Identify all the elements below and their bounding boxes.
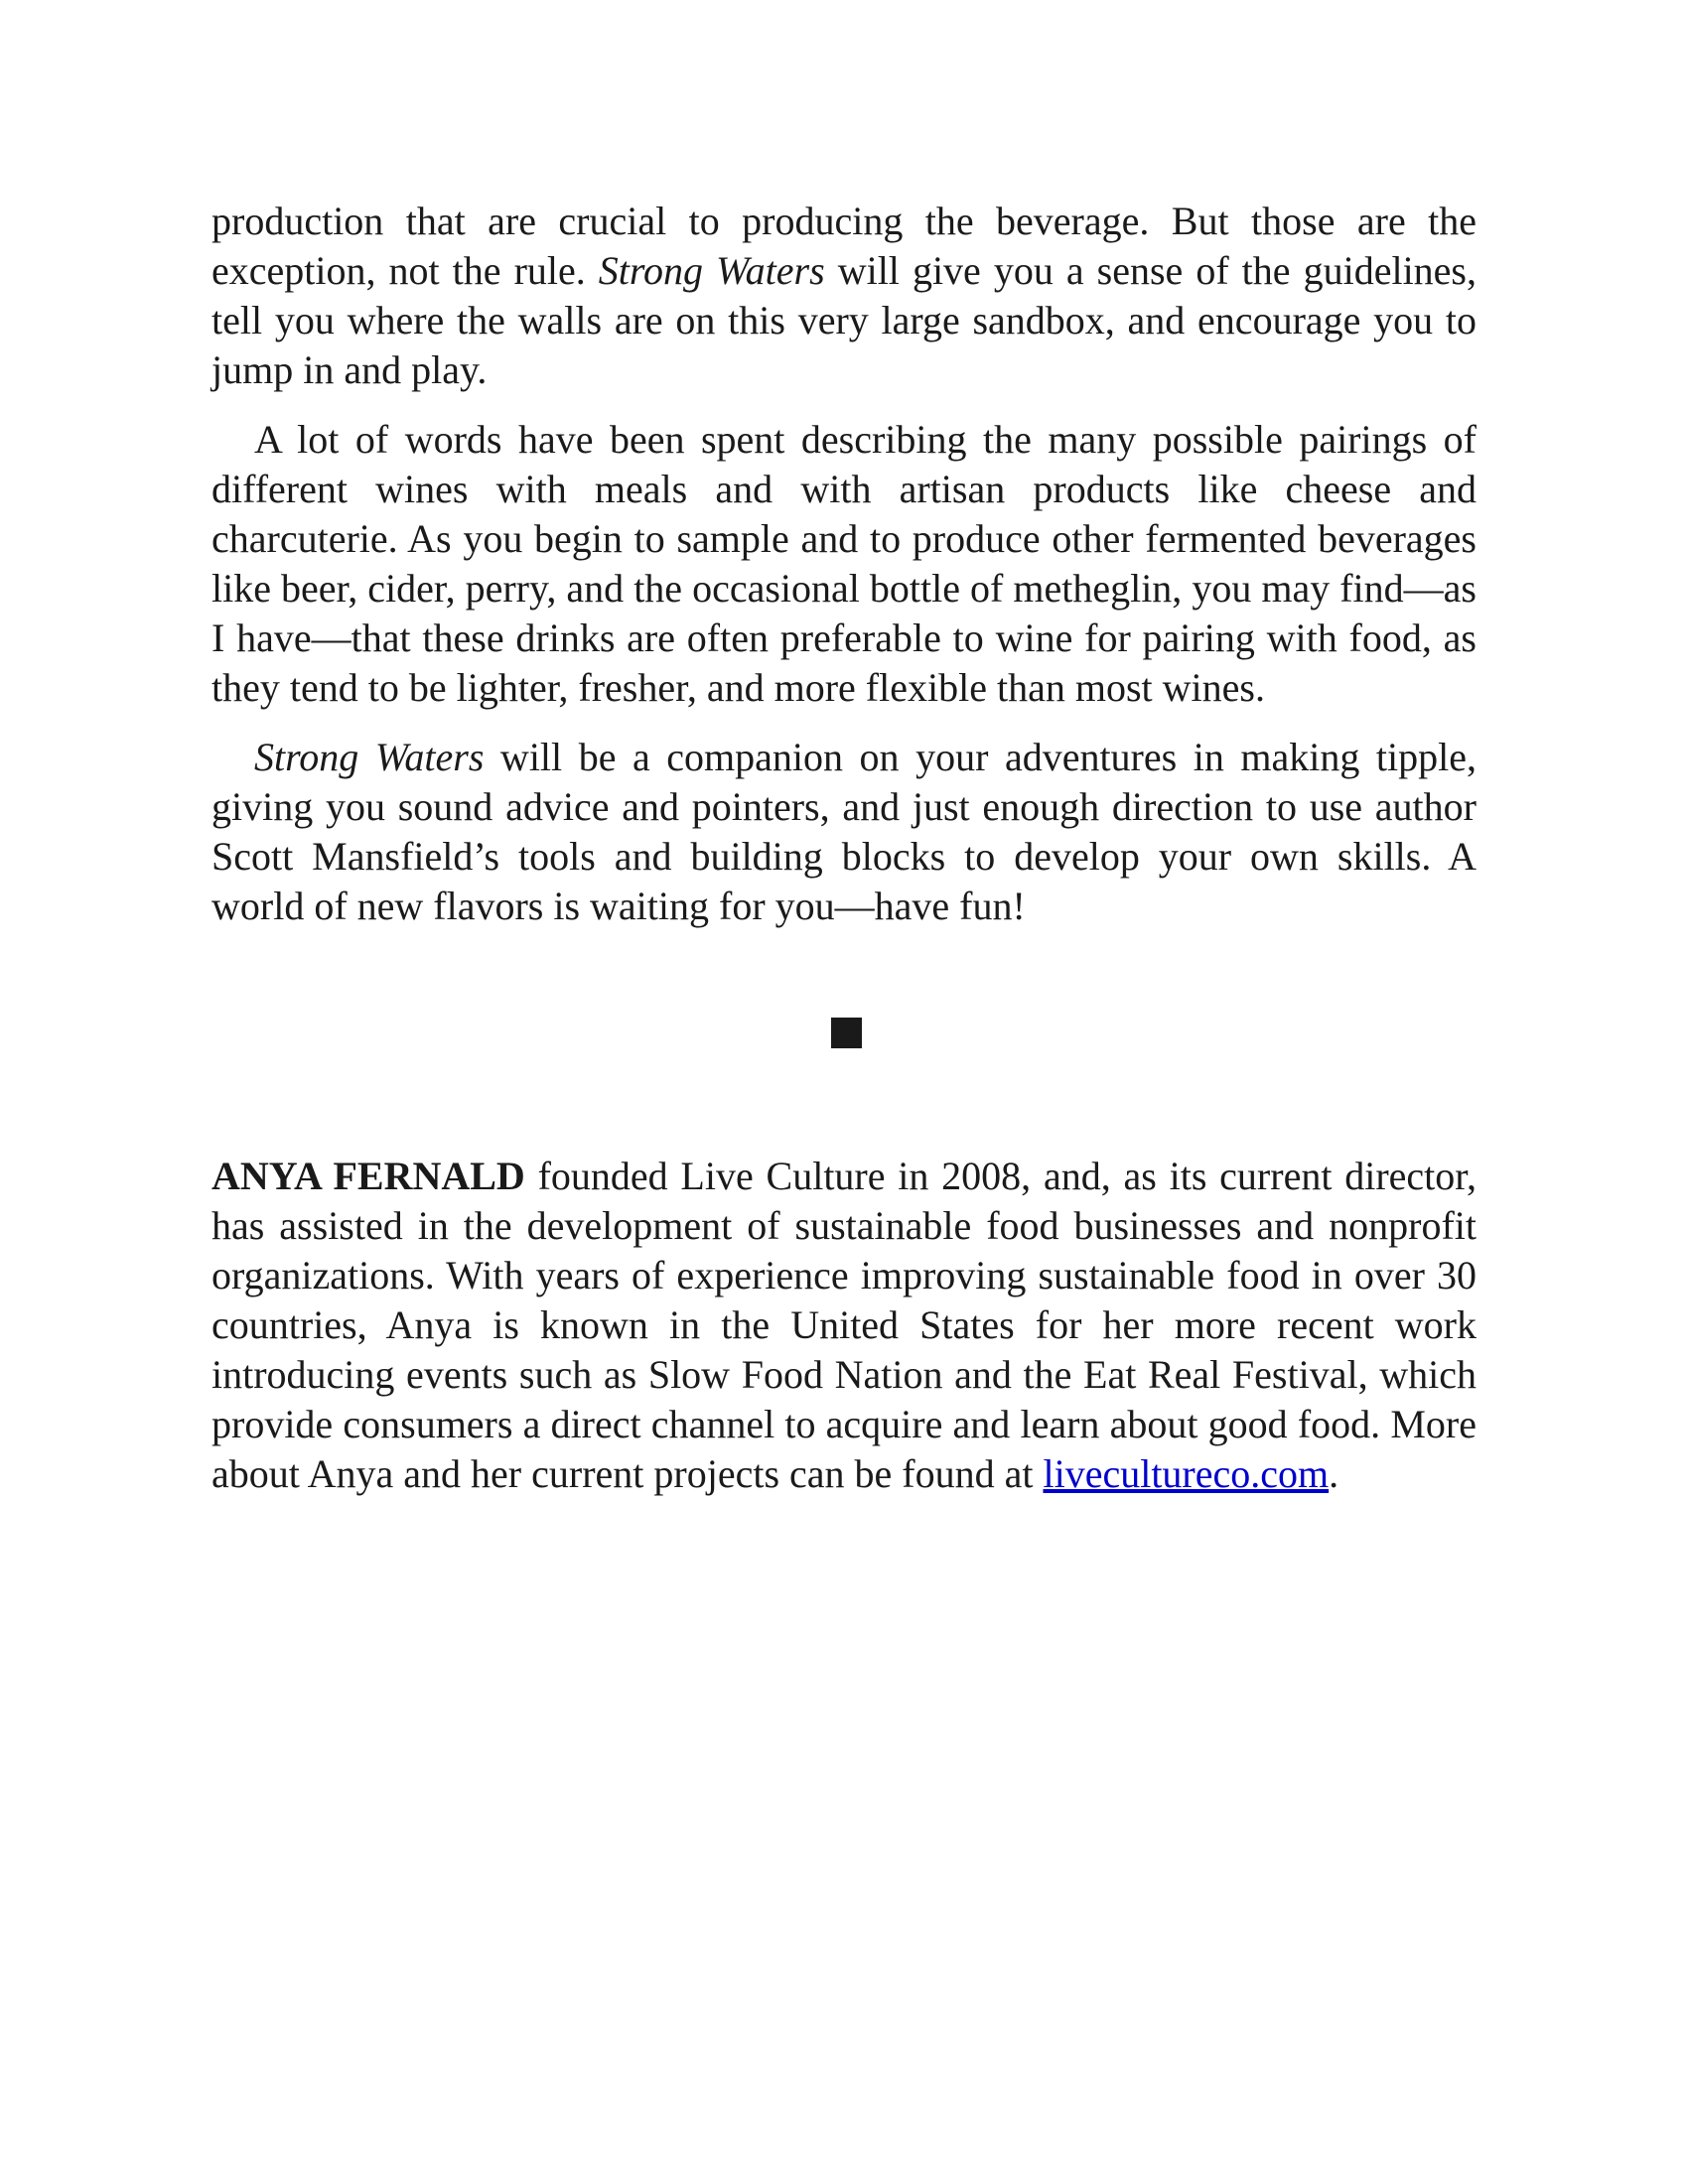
author-bio [211,1152,1477,1499]
paragraph-3 [211,733,1477,931]
paragraph-2-text: A lot of words have been spent describing the many possible pairings of different wines with meals and with artisan products like cheese and charcuterie. As you begin to sample and to produce other fermented beverages like beer, cider, perry, and the occasional bottle of metheglin, you may find—as I have—that these drinks are often preferable to wine for pairing with food, as they tend to be lighter, fresher, and more flexible than most wines. [211,417,1477,710]
book-title-strong-waters: Strong Waters [598,248,825,293]
website-link[interactable]: livecultureco.com [1043,1451,1330,1496]
author-bio-end: . [1329,1451,1339,1496]
paragraph-1 [211,197,1477,395]
paragraph-1-text-start: production that are crucial to producing the beverage. But those are the exception, not the rule. [211,199,1477,293]
section-separator-square [831,1018,862,1048]
author-bio-text: founded Live Culture in 2008, and, as its current director, has assisted in the development of sustainable food businesses and nonprofit organizations. With years of experience improving sustainable food in over 30 countries, Anya is known in the United States for her more recent work introducing events such as Slow Food Nation and the Eat Real Festival, which provide consumers a direct channel to acquire and learn about good food. More about Anya and her current projects can be found at [211,1154,1477,1496]
page-content [211,197,1477,1519]
paragraph-2 [211,415,1477,713]
author-name: ANYA FERNALD [211,1154,525,1198]
paragraph-1-text-end: will give you a sense of the guidelines, tell you where the walls are on this very large sandbox, and encourage you to jump in and play. [211,248,1477,392]
paragraph-3-text: will be a companion on your adventures in making tipple, giving you sound advice and pointers, and just enough direction to use author Scott Mansfield’s tools and building blocks to develop your own skills. A world of new flavors is waiting for you—have fun! [211,735,1477,928]
book-title-strong-waters: Strong Waters [254,735,485,779]
